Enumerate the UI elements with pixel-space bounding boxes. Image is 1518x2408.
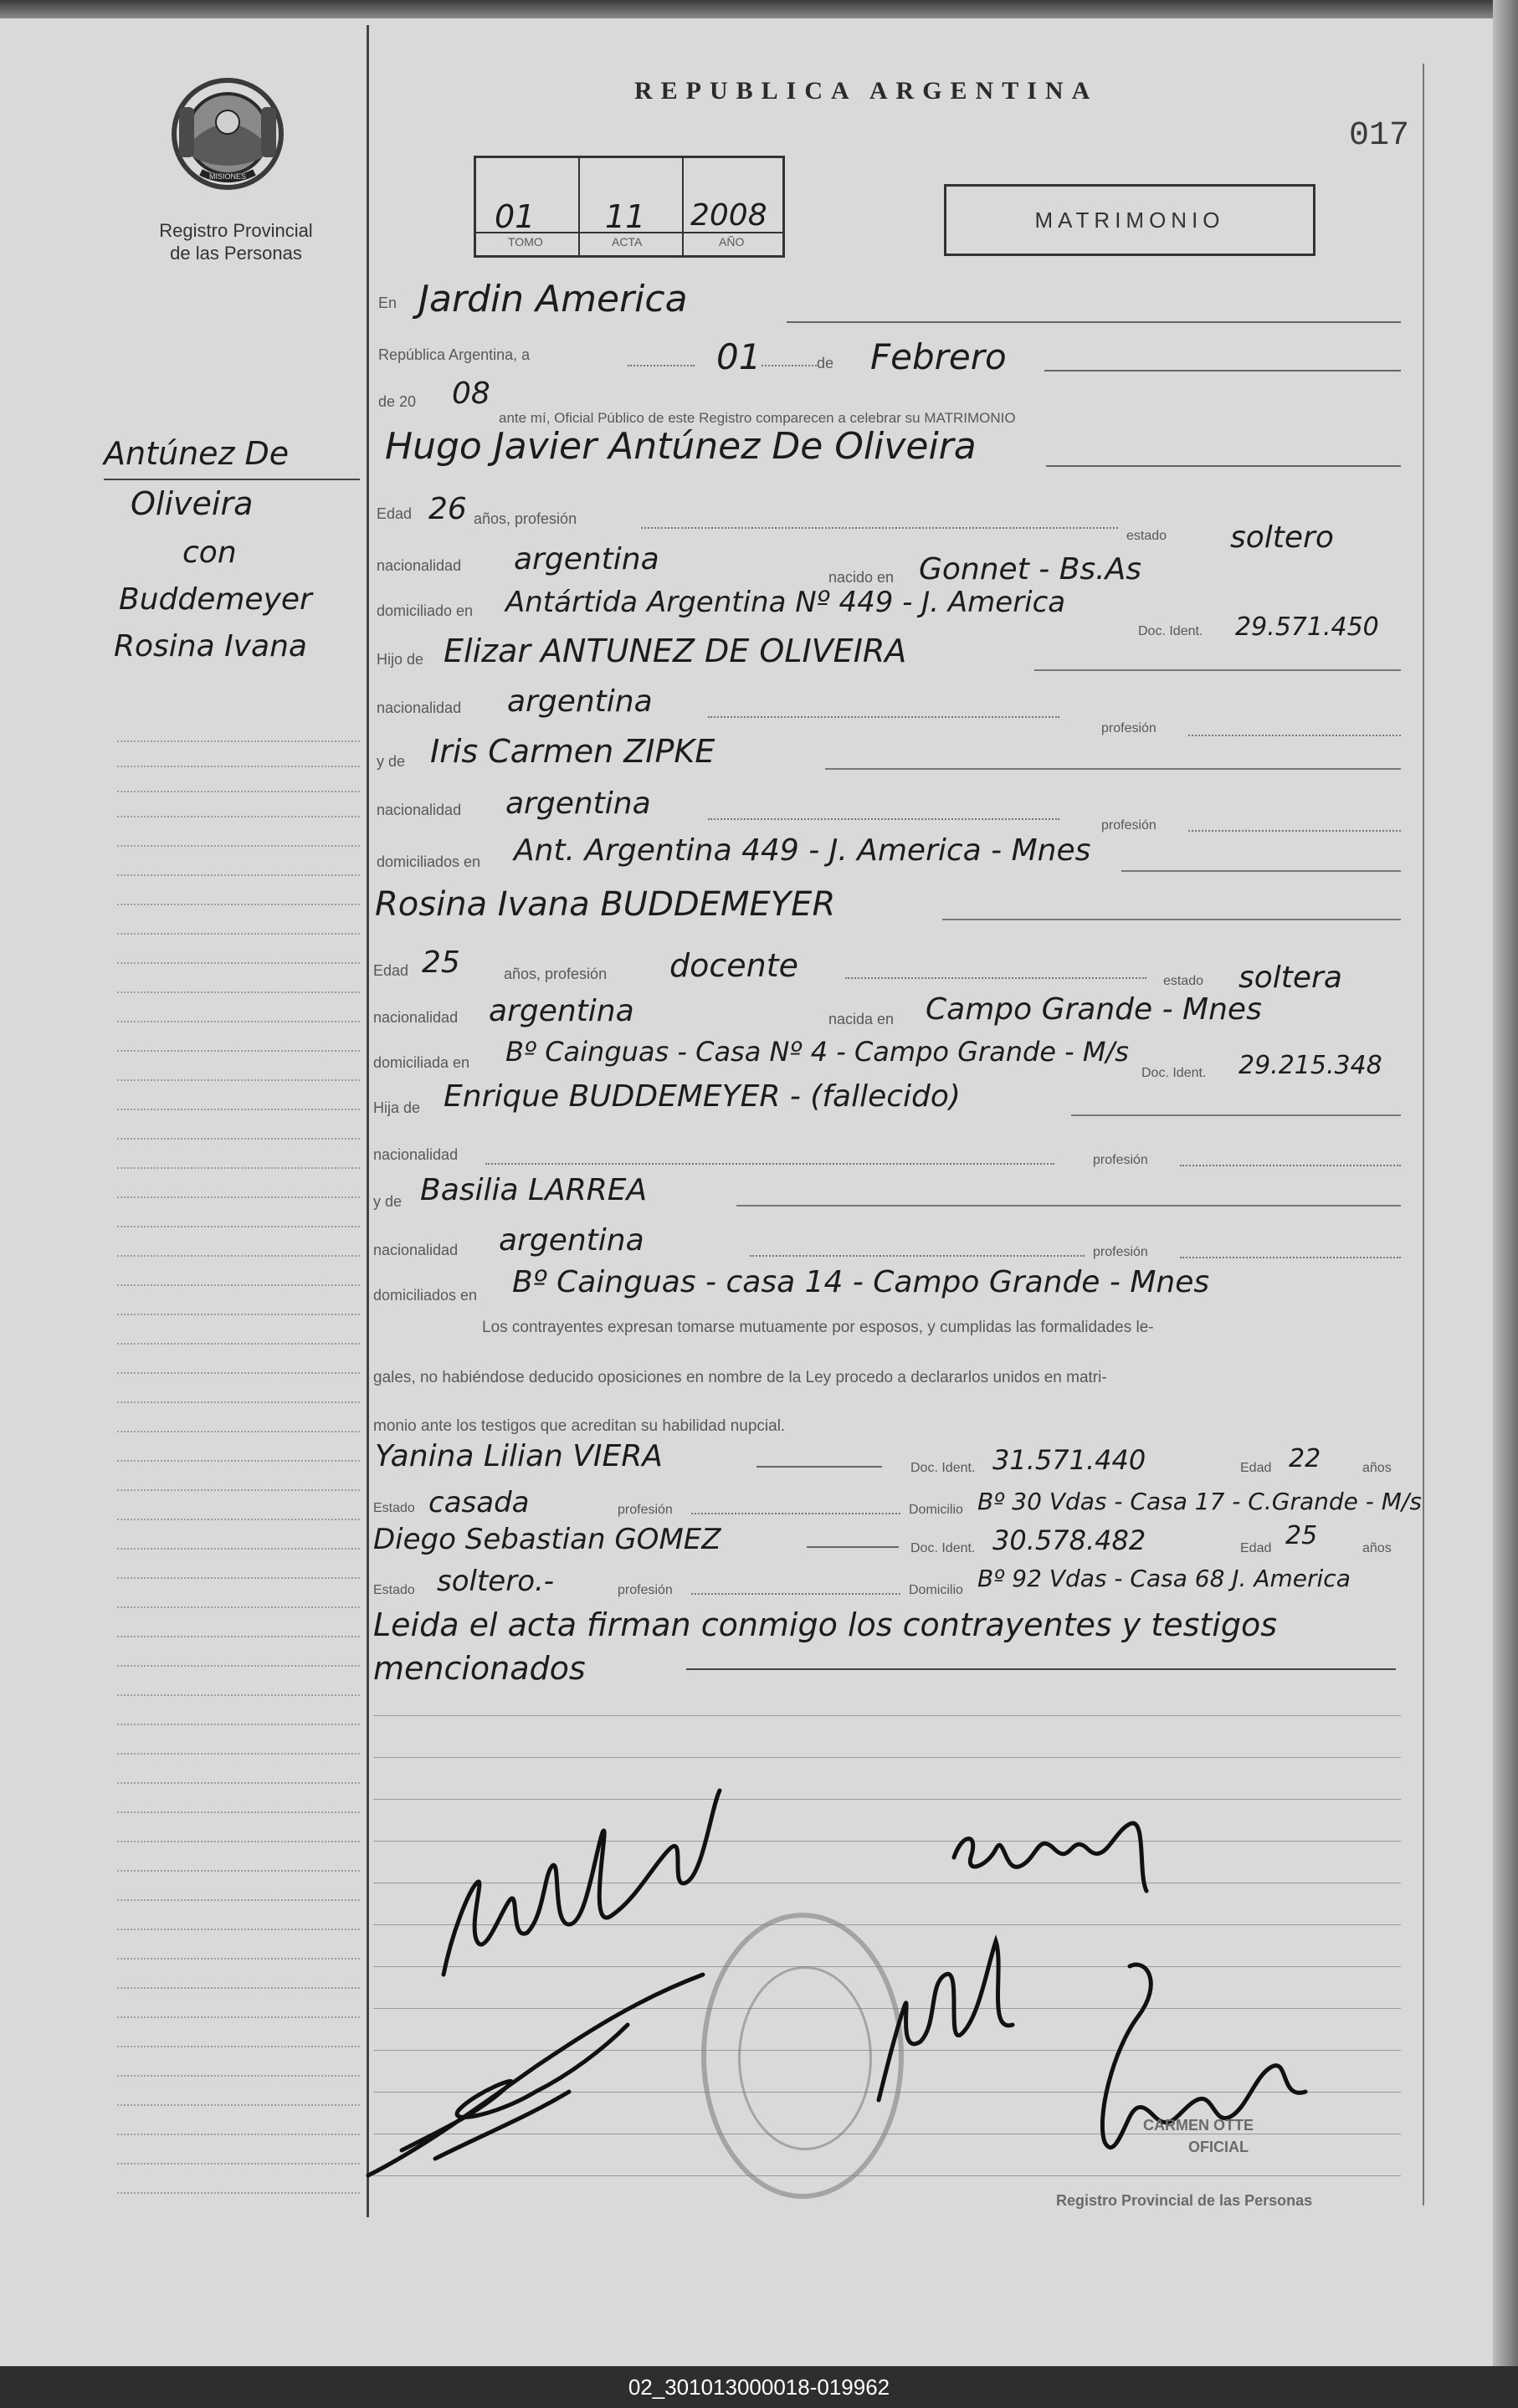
witness-2-estado-label: Estado (373, 1583, 415, 1597)
scan-right-edge (1493, 0, 1518, 2366)
year-prefix: de 20 (378, 393, 417, 410)
bride-nac-label: nacionalidad (373, 1009, 459, 1026)
witness-1-name: Yanina Lilian VIERA (375, 1439, 663, 1473)
bride-parents-address: Bº Cainguas - casa 14 - Campo Grande - Mnes (512, 1265, 1210, 1299)
bride-father-nac-label: nacionalidad (373, 1146, 459, 1163)
acta-cell (580, 158, 684, 255)
groom-civil-status: soltero (1230, 520, 1334, 555)
year-suffix: 08 (452, 377, 490, 411)
witness-1-dom-label: Domicilio (909, 1503, 963, 1517)
folio-number: 017 (1349, 117, 1410, 155)
witness-2-name: Diego Sebastian GOMEZ (373, 1523, 721, 1556)
place-value: Jardin America (418, 278, 688, 320)
closing-line2: mencionados (373, 1650, 586, 1687)
witness-2-doc-label: Doc. Ident. (910, 1541, 976, 1555)
margin-note-line3: con (182, 535, 237, 570)
groom-nac-label: nacionalidad (377, 557, 462, 574)
margin-note-line2: Oliveira (131, 485, 254, 522)
closing-line1: Leida el acta firman conmigo los contrayentes y testigos (373, 1606, 1278, 1643)
bride-mother-prof-label: profesión (1093, 1245, 1148, 1259)
day-value: 01 (716, 336, 762, 377)
republica-label: República Argentina, a (378, 346, 531, 363)
signature-testigo-2 (862, 1933, 1029, 2117)
margin-divider (367, 25, 369, 2217)
margin-note-line5: Rosina Ivana (114, 629, 307, 663)
groom-address: Antártida Argentina Nº 449 - J. America (505, 586, 1066, 619)
acta-label: ACTA (612, 235, 643, 248)
witness-1-edad-label: Edad (1240, 1461, 1272, 1475)
groom-mother: Iris Carmen ZIPKE (430, 733, 715, 770)
margin-note-line4: Buddemeyer (119, 582, 312, 617)
groom-name: Hugo Javier Antúnez De Oliveira (385, 425, 977, 468)
groom-nationality: argentina (514, 542, 659, 576)
groom-father-nationality: argentina (507, 684, 653, 719)
ano-cell (684, 158, 782, 255)
witness-2-anos-label: años (1362, 1541, 1392, 1555)
act-type-box: MATRIMONIO (944, 184, 1315, 256)
bride-age: 25 (422, 945, 460, 980)
ano-value: 2008 (690, 198, 767, 233)
groom-father-nac-label: nacionalidad (377, 699, 462, 716)
officer-stamp-line2: OFICIAL (1188, 2139, 1249, 2155)
witness-2-doc: 30.578.482 (992, 1524, 1146, 1556)
ano-label: AÑO (719, 235, 745, 248)
declaration-line3: monio ante los testigos que acreditan su habilidad nupcial. (373, 1417, 786, 1435)
witness-1-doc-label: Doc. Ident. (910, 1461, 976, 1475)
bride-parents-dom-label: domiciliados en (373, 1287, 478, 1304)
witness-1-estado-label: Estado (373, 1501, 415, 1515)
de-label: de (817, 355, 834, 371)
declaration-line1: Los contrayentes expresan tomarse mutuamente por esposos, y cumplidas las formalidades le- (482, 1319, 1154, 1336)
bride-address: Bº Cainguas - Casa Nº 4 - Campo Grande - M/s (505, 1036, 1129, 1068)
seal-text: MISIONES (208, 172, 247, 181)
groom-birthplace: Gonnet - Bs.As (919, 552, 1141, 587)
bride-edad-label: Edad (373, 962, 409, 979)
groom-parents-dom-label: domiciliados en (377, 853, 481, 870)
month-value: Febrero (870, 336, 1007, 377)
bride-nationality: argentina (489, 994, 634, 1028)
signature-testigo-1 (946, 1799, 1163, 1899)
bride-anos-label: años, profesión (504, 966, 608, 982)
groom-mother-nationality: argentina (505, 786, 651, 821)
org-name-line2: de las Personas (170, 243, 302, 264)
margin-note-line1: Antúnez De (104, 435, 290, 472)
bride-mother-nac-label: nacionalidad (373, 1242, 459, 1258)
groom-nacido-label: nacido en (828, 569, 895, 586)
signature-oficial (1054, 1949, 1322, 2167)
bride-name: Rosina Ivana BUDDEMEYER (375, 885, 836, 924)
country-title: REPUBLICA ARGENTINA (634, 77, 1099, 105)
witness-1-civil-status: casada (428, 1486, 530, 1519)
bride-doc-label: Doc. Ident. (1141, 1066, 1207, 1080)
witness-1-anos-label: años (1362, 1461, 1392, 1475)
witness-1-address: Bº 30 Vdas - Casa 17 - C.Grande - M/s (977, 1488, 1422, 1515)
right-border (1423, 64, 1424, 2206)
bride-nacida-label: nacida en (828, 1011, 895, 1027)
groom-mother-nac-label: nacionalidad (377, 802, 462, 818)
signature-contrayente-2 (351, 1966, 720, 2192)
witness-1-prof-label: profesión (618, 1503, 673, 1517)
groom-hijo-label: Hijo de (377, 651, 424, 668)
register-reference-box (474, 156, 785, 258)
bride-father-prof-label: profesión (1093, 1153, 1148, 1167)
bride-yde-label: y de (373, 1193, 403, 1210)
bride-father: Enrique BUDDEMEYER - (fallecido) (444, 1079, 961, 1114)
bride-mother: Basilia LARREA (420, 1173, 648, 1207)
bride-mother-nationality: argentina (499, 1223, 644, 1258)
witness-2-age: 25 (1285, 1521, 1318, 1550)
bride-hija-label: Hija de (373, 1099, 421, 1116)
officer-stamp-line1: CARMEN OTTE (1143, 2117, 1254, 2134)
acta-value: 11 (605, 198, 646, 235)
intro-text: ante mí, Oficial Público de este Registro comparecen a celebrar su MATRIMONIO (499, 410, 1016, 426)
officer-stamp-line3: Registro Provincial de las Personas (1056, 2192, 1313, 2209)
scan-top-edge (0, 0, 1518, 18)
groom-anos-label: años, profesión (474, 510, 577, 527)
witness-2-address: Bº 92 Vdas - Casa 68 J. America (977, 1565, 1351, 1592)
groom-doc-label: Doc. Ident. (1138, 624, 1203, 638)
organization-name (126, 219, 346, 264)
bride-civil-status: soltera (1239, 961, 1342, 995)
groom-father: Elizar ANTUNEZ DE OLIVEIRA (444, 633, 907, 669)
declaration-line2: gales, no habiéndose deducido oposiciones en nombre de la Ley procedo a declararlos unidos en matri- (373, 1369, 1107, 1386)
groom-dom-label: domiciliado en (377, 602, 474, 619)
witness-2-prof-label: profesión (618, 1583, 673, 1597)
witness-1-age: 22 (1289, 1444, 1321, 1473)
bride-profession: docente (669, 947, 799, 984)
witness-2-civil-status: soltero.- (437, 1565, 555, 1598)
misiones-coat-of-arms-icon (167, 74, 288, 192)
file-id-caption: 02_301013000018-019962 (0, 2366, 1518, 2408)
tomo-cell (476, 158, 580, 255)
en-label: En (378, 295, 397, 311)
groom-age: 26 (428, 492, 467, 526)
witness-1-doc: 31.571.440 (992, 1444, 1146, 1476)
bride-estado-label: estado (1163, 974, 1204, 988)
groom-edad-label: Edad (377, 505, 413, 522)
groom-doc: 29.571.450 (1235, 612, 1379, 642)
witness-2-dom-label: Domicilio (909, 1583, 963, 1597)
tomo-value: 01 (495, 198, 536, 235)
groom-mother-prof-label: profesión (1101, 818, 1156, 833)
tomo-label: TOMO (508, 235, 543, 248)
groom-yde-label: y de (377, 753, 406, 770)
groom-father-prof-label: profesión (1101, 721, 1156, 735)
bride-birthplace: Campo Grande - Mnes (926, 992, 1262, 1027)
org-name-line1: Registro Provincial (159, 220, 313, 241)
bride-dom-label: domiciliada en (373, 1054, 470, 1071)
witness-2-edad-label: Edad (1240, 1541, 1272, 1555)
groom-estado-label: estado (1126, 529, 1167, 543)
bride-doc: 29.215.348 (1239, 1051, 1382, 1080)
groom-parents-address: Ant. Argentina 449 - J. America - Mnes (514, 833, 1091, 868)
